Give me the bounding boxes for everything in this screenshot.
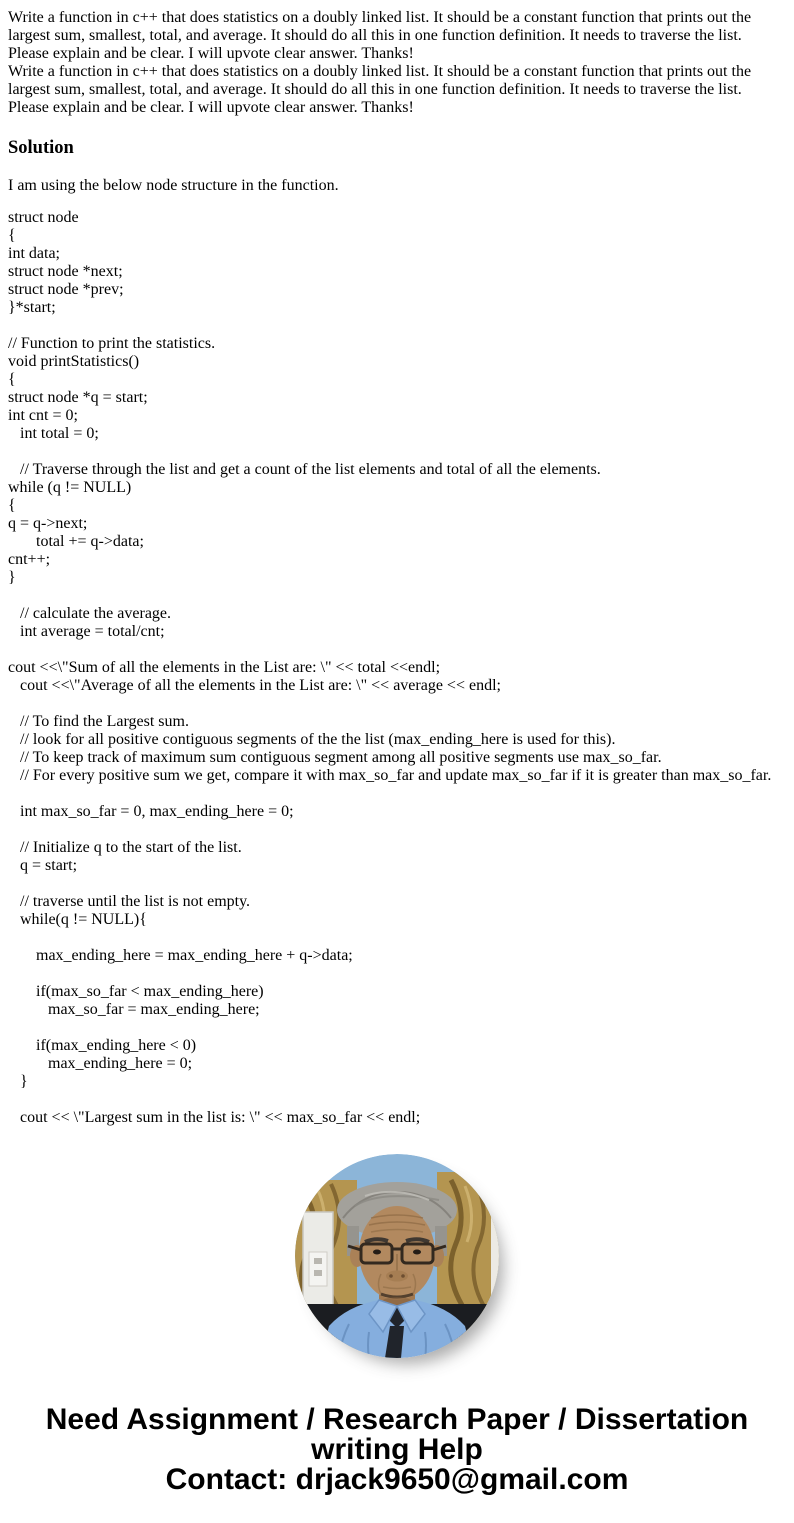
- code-line: {: [8, 371, 16, 388]
- code-line: max_ending_here = 0;: [8, 1055, 193, 1072]
- solution-heading: Solution: [8, 138, 74, 158]
- tutor-avatar: [295, 1154, 499, 1358]
- code-line: int data;: [8, 245, 60, 262]
- code-line: int total = 0;: [8, 425, 99, 442]
- code-line: {: [8, 497, 16, 514]
- code-line: struct node *prev;: [8, 281, 124, 298]
- code-line: int average = total/cnt;: [8, 623, 165, 640]
- code-line: q = start;: [8, 857, 78, 874]
- code-line: [8, 317, 786, 335]
- code-line: // Traverse through the list and get a count of the list elements and total of all the elements.: [8, 461, 601, 478]
- footer-banner: [8, 1405, 786, 1495]
- code-line: struct node *q = start;: [8, 389, 148, 406]
- code-line: [8, 1019, 786, 1037]
- code-line: if(max_so_far < max_ending_here): [8, 983, 264, 1000]
- code-line: max_so_far = max_ending_here;: [8, 1001, 260, 1018]
- code-line: [8, 443, 786, 461]
- tutor-photo: [295, 1154, 499, 1358]
- code-line: [8, 965, 786, 983]
- question-block: [8, 9, 786, 117]
- code-line: [8, 1091, 786, 1109]
- code-line: // traverse until the list is not empty.: [8, 893, 251, 910]
- code-line: while (q != NULL): [8, 479, 132, 496]
- code-line: [8, 875, 786, 893]
- code-line: cout <<\"Average of all the elements in the List are: \" << average << endl;: [8, 677, 501, 694]
- code-line: int max_so_far = 0, max_ending_here = 0;: [8, 803, 294, 820]
- code-line: struct node: [8, 209, 79, 226]
- code-line: cnt++;: [8, 551, 51, 568]
- footer-contact-email: Contact: drjack9650@gmail.com: [165, 1463, 629, 1496]
- code-line: [8, 587, 786, 605]
- code-line: cout << \"Largest sum in the list is: \" << max_so_far << endl;: [8, 1109, 421, 1126]
- code-line: // Initialize q to the start of the list.: [8, 839, 242, 856]
- code-line: [8, 695, 786, 713]
- code-line: [8, 821, 786, 839]
- code-line: void printStatistics(): [8, 353, 140, 370]
- code-line: max_ending_here = max_ending_here + q->data;: [8, 947, 353, 964]
- code-line: // To keep track of maximum sum contiguous segment among all positive segments use max_so_far.: [8, 749, 662, 766]
- code-block: [8, 209, 786, 1127]
- code-line: }*start;: [8, 299, 56, 316]
- code-line: [8, 929, 786, 947]
- code-line: struct node *next;: [8, 263, 123, 280]
- question-paragraph: Write a function in c++ that does statistics on a doubly linked list. It should be a constant function that prints out the largest sum, smallest, total, and average. It should do all this in one function definition. It needs to traverse the list. Please explain and be clear. I will upvote clear answer. Thanks!: [8, 63, 752, 116]
- code-line: {: [8, 227, 16, 244]
- code-line: // For every positive sum we get, compare it with max_so_far and update max_so_far if it is greater than max_so_far.: [8, 767, 772, 784]
- code-line: q = q->next;: [8, 515, 88, 532]
- code-line: [8, 641, 786, 659]
- code-line: // calculate the average.: [8, 605, 172, 622]
- code-line: while(q != NULL){: [8, 911, 147, 928]
- code-line: total += q->data;: [8, 533, 144, 550]
- code-line: [8, 785, 786, 803]
- solution-intro: I am using the below node structure in the function.: [8, 177, 339, 194]
- code-line: // To find the Largest sum.: [8, 713, 189, 730]
- code-line: // Function to print the statistics.: [8, 335, 216, 352]
- code-line: }: [8, 569, 16, 586]
- footer-line-1: Need Assignment / Research Paper / Dissertation: [45, 1403, 749, 1436]
- code-line: if(max_ending_here < 0): [8, 1037, 197, 1054]
- code-line: int cnt = 0;: [8, 407, 78, 424]
- code-line: cout <<\"Sum of all the elements in the List are: \" << total <<endl;: [8, 659, 441, 676]
- code-line: // look for all positive contiguous segments of the the list (max_ending_here is used for this).: [8, 731, 616, 748]
- code-line: }: [8, 1073, 28, 1090]
- footer-line-2: writing Help: [311, 1433, 483, 1466]
- question-paragraph: Write a function in c++ that does statistics on a doubly linked list. It should be a constant function that prints out the largest sum, smallest, total, and average. It should do all this in one function definition. It needs to traverse the list. Please explain and be clear. I will upvote clear answer. Thanks!: [8, 9, 752, 62]
